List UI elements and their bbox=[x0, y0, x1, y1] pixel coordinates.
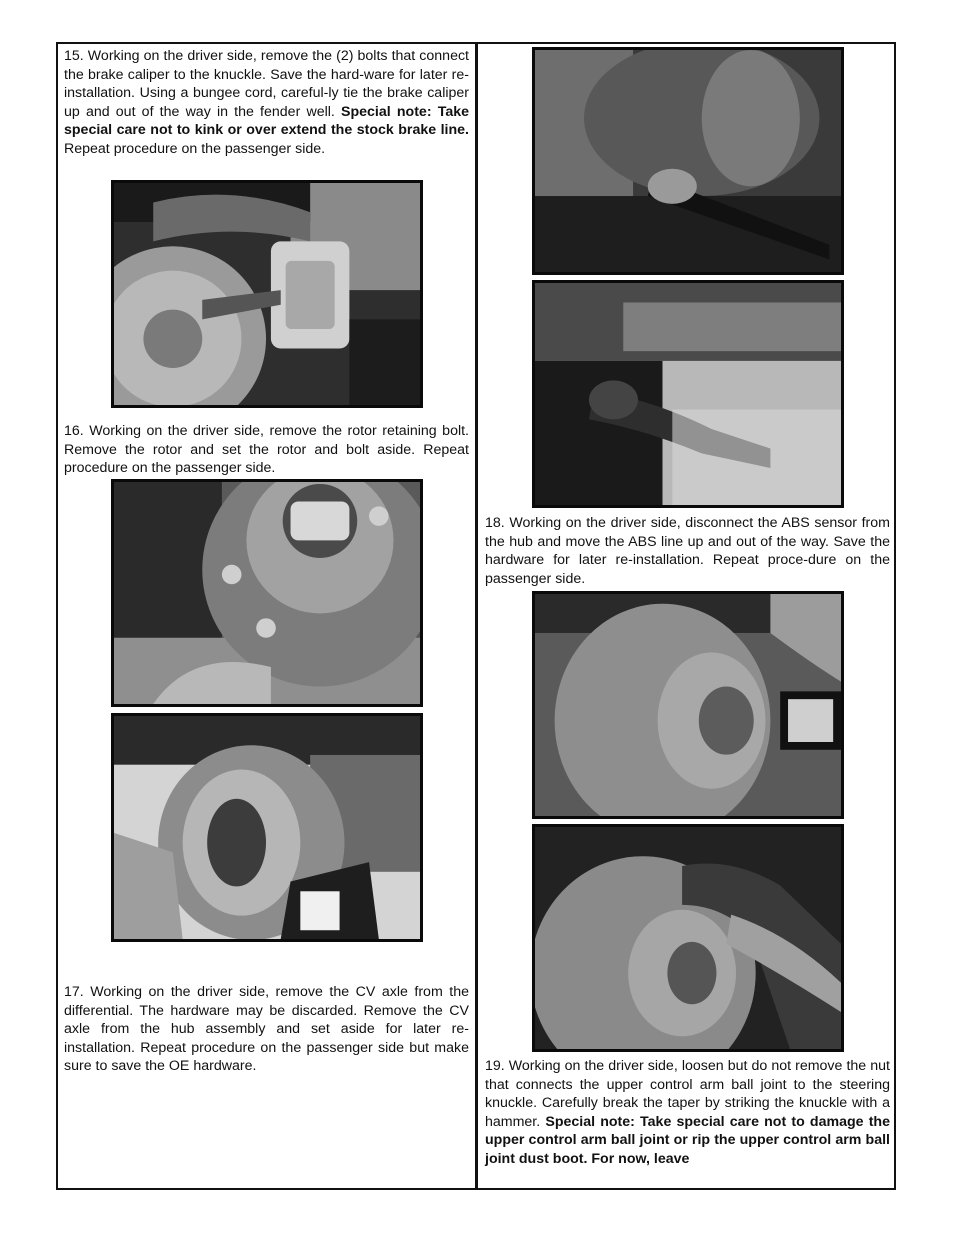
step-18-body: 18. Working on the driver side, disconnect the ABS sensor from the hub and move the ABS line up and out of the way. Save the hardware for later re-installation. Repeat proce-dure on the passenger side. bbox=[485, 515, 890, 587]
photo-rotor-removal bbox=[111, 713, 423, 942]
step-17-body: 17. Working on the driver side, remove the CV axle from the differential. The hardware may be discarded. Remove the CV axle from the hub assembly and set aside for later re-installation. Repeat procedure on the passenger side but make sure to save the OE hardware. bbox=[64, 984, 469, 1075]
step-16-text bbox=[64, 422, 469, 478]
step-15-special-note: Special note: Take special care not to kink or over extend the stock brake line. bbox=[64, 103, 469, 139]
photo-cv-axle-removal bbox=[532, 280, 844, 508]
step-16-body: 16. Working on the driver side, remove the rotor retaining bolt. Remove the rotor and set the rotor and bolt aside. Repeat procedure on the passenger side. bbox=[64, 423, 469, 477]
step-15-body: 15. Working on the driver side, remove the (2) bolts that connect the brake caliper to the knuckle. Save the hard-ware for later re-installation. Using a bungee cord, careful-ly tie the brake caliper up and out of the way in the fender well. bbox=[64, 48, 469, 120]
step-17-text bbox=[64, 983, 469, 1076]
photo-abs-sensor bbox=[532, 591, 844, 819]
step-19-special-note: Special note: Take special care not to damage the upper control arm ball joint or rip the upper control arm ball joint dust boot. For now, leave bbox=[485, 1113, 890, 1167]
photo-cv-axle-differential bbox=[532, 47, 844, 275]
step-18-text bbox=[485, 514, 890, 588]
step-15-tail: Repeat procedure on the passenger side. bbox=[64, 140, 326, 157]
column-divider bbox=[475, 42, 478, 1190]
photo-rotor-bolt bbox=[111, 479, 423, 707]
photo-brake-caliper bbox=[111, 180, 423, 408]
step-15-text bbox=[64, 47, 469, 159]
step-19-body: 19. Working on the driver side, loosen but do not remove the nut that connects the upper control arm ball joint to the steering knuckle. Carefully break the taper by striking the knuckle with a hammer. bbox=[485, 1058, 890, 1130]
step-19-text bbox=[485, 1057, 890, 1169]
photo-upper-ball-joint bbox=[532, 824, 844, 1052]
